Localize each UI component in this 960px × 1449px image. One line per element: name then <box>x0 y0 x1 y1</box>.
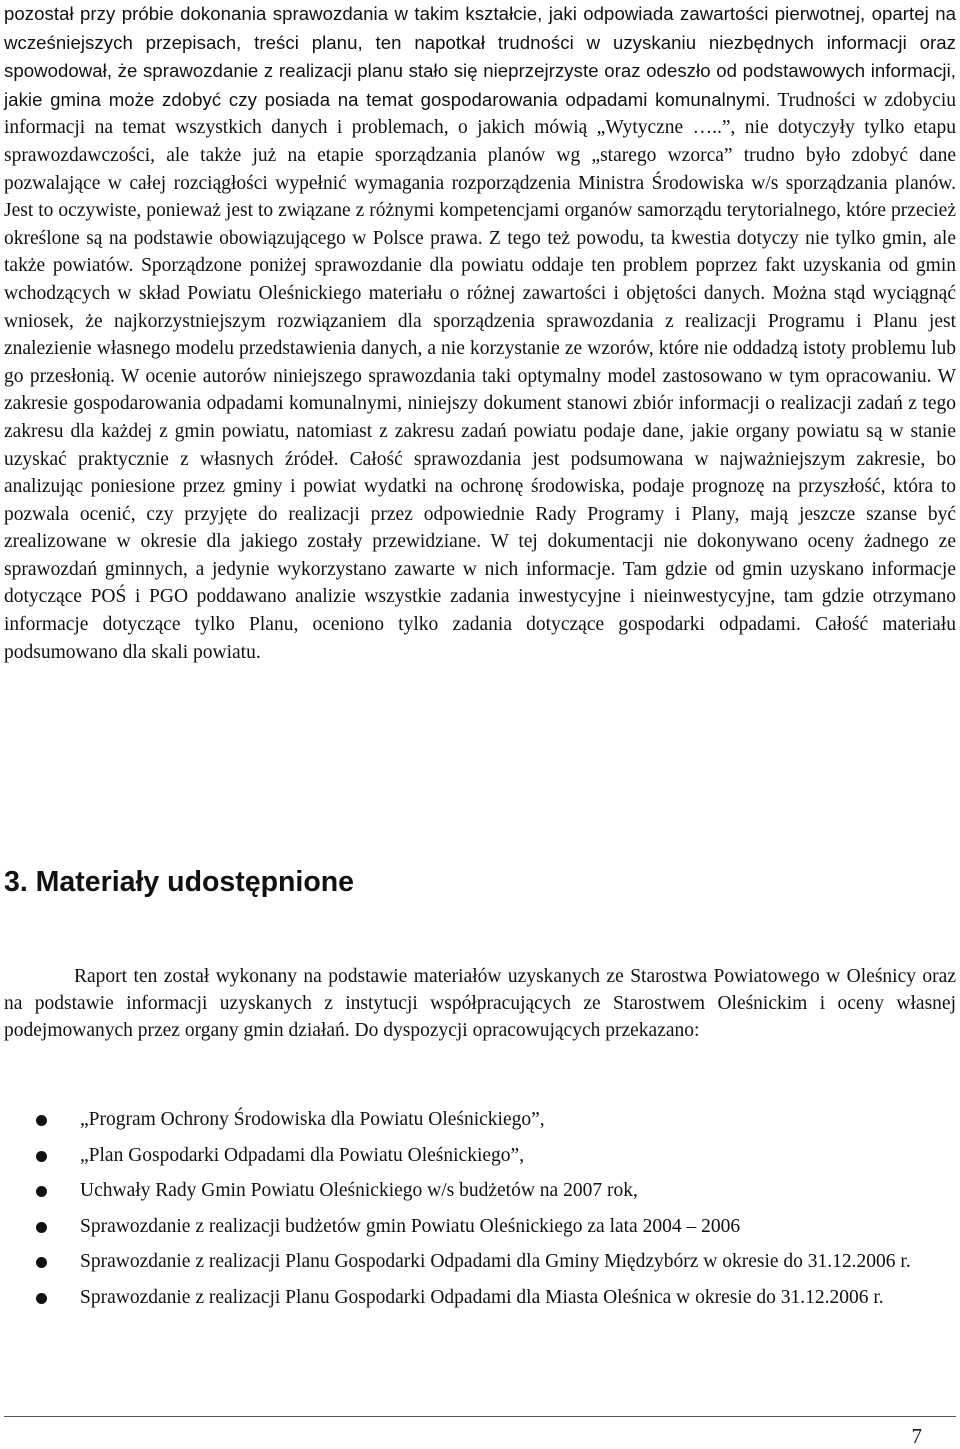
bullet-icon <box>36 1115 47 1126</box>
section-heading: 3. Materiały udostępnione <box>4 866 354 898</box>
list-item-text: Uchwały Rady Gmin Powiatu Oleśnickiego w/s budżetów na 2007 rok, <box>80 1180 638 1201</box>
bullet-icon <box>36 1151 47 1162</box>
bullet-icon <box>36 1293 47 1304</box>
section-intro-paragraph: Raport ten został wykonany na podstawie materiałów uzyskanych ze Starostwa Powiatowego w Oleśnicy oraz na podstawie informacji uzyskanych z instytucji współpracujących ze Starostwem Oleśnickim i oceny własnej podejmowanych przez organy gmin działań. Do dyspozycji opracowujących przekazano: <box>4 966 956 1042</box>
bullet-icon <box>36 1222 47 1233</box>
list-item-text: Sprawozdanie z realizacji Planu Gospodarki Odpadami dla Gminy Międzybórz w okresie do 31.12.2006 r. <box>80 1251 911 1272</box>
page-number: 7 <box>911 1424 922 1448</box>
list-item <box>0 1177 956 1204</box>
bullet-icon <box>36 1257 47 1268</box>
body-paragraph <box>4 0 956 666</box>
bullet-icon <box>36 1186 47 1197</box>
body-paragraph-serif-part: Trudności w zdobyciu informacji na temat wszystkich danych i problemach, o jakich mówią „Wytyczne …..”, nie dotyczyły tylko etapu sprawozdawczości, ale także już na etapie sporządzania planów wg „starego wzorca” trudno było zdobyć dane pozwalające w całej rozciągłości wypełnić wymagania rozporządzenia Ministra Środowiska w/s sporządzania planów. Jest to oczywiste, ponieważ jest to związane z różnymi kompetencjami organów samorządu terytorialnego, które przecież określone są na podstawie obowiązującego w Polsce prawa. Z tego też powodu, ta kwestia dotyczy nie tylko gmin, ale także powiatów. Sporządzone poniżej sprawozdanie dla powiatu oddaje ten problem poprzez fakt uzyskania od gmin wchodzących w skład Powiatu Oleśnickiego materiału o różnej zawartości i objętości danych. Można stąd wyciągnąć wniosek, że najkorzystniejszym rozwiązaniem dla sporządzenia sprawozdania z realizacji Programu i Planu jest znalezienie własnego modelu przedstawienia danych, a nie korzystanie ze wzorów, które nie oddadzą istoty problemu lub go przesłonią. W ocenie autorów niniejszego sprawozdania taki optymalny model zastosowano w tym opracowaniu. W zakresie gospodarowania odpadami komunalnymi, niniejszy dokument stanowi zbiór informacji o realizacji zadań z tego zakresu dla każdej z gmin powiatu, natomiast z zakresu zadań powiatu podaje dane, jakie organy powiatu są w stanie uzyskać praktycznie z własnych źródeł. Całość sprawozdania jest podsumowana w najważniejszym zakresie, bo analizując poniesione przez gminy i powiat wydatki na ochronę środowiska, podaje prognozę na przyszłość, która to pozwala ocenić, czy przyjęte do realizacji przez odpowiednie Rady Programy i Plany, mają jeszcze szanse być zrealizowane w okresie dla jakiego zostały przewidziane. W tej dokumentacji nie dokonywano oceny żadnego ze sprawozdań gminnych, a jedynie wykorzystano zawarte w nich informacje. Tam gdzie od gmin uzyskano informacje dotyczące POŚ i PGO poddawano analizie wszystkie zadania inwestycyjne i nieinwestycyjne, tam gdzie otrzymano informacje dotyczące tylko Planu, oceniono tylko zadania dotyczące gospodarki odpadami. Całość materiału podsumowano dla skali powiatu. <box>4 89 956 663</box>
list-item-text: Sprawozdanie z realizacji budżetów gmin Powiatu Oleśnickiego za lata 2004 – 2006 <box>80 1215 741 1237</box>
list-item-text: „Program Ochrony Środowiska dla Powiatu Oleśnickiego”, <box>80 1109 545 1130</box>
footer-divider <box>4 1416 956 1417</box>
body-paragraph-sans-part: pozostał przy próbie dokonania sprawozdania w takim kształcie, jaki odpowiada zawartości pierwotnej, opartej na wcześniejszych przepisach, treści planu, ten napotkał trudności w uzyskaniu niezbędnych informacji oraz spowodował, że sprawozdanie z realizacji planu stało się nieprzejrzyste oraz odeszło od podstawowych informacji, jakie gmina może zdobyć czy posiada na temat gospodarowania odpadami komunalnymi. <box>4 3 956 110</box>
list-item <box>0 1284 956 1311</box>
list-item <box>0 1213 956 1240</box>
list-item-text: „Plan Gospodarki Odpadami dla Powiatu Oleśnickiego”, <box>80 1144 525 1166</box>
list-item <box>0 1142 956 1169</box>
list-item-text: Sprawozdanie z realizacji Planu Gospodarki Odpadami dla Miasta Oleśnica w okresie do 31.12.2006 r. <box>80 1286 884 1308</box>
list-item <box>0 1248 956 1275</box>
list-item <box>0 1106 956 1133</box>
materials-list <box>0 1106 956 1319</box>
